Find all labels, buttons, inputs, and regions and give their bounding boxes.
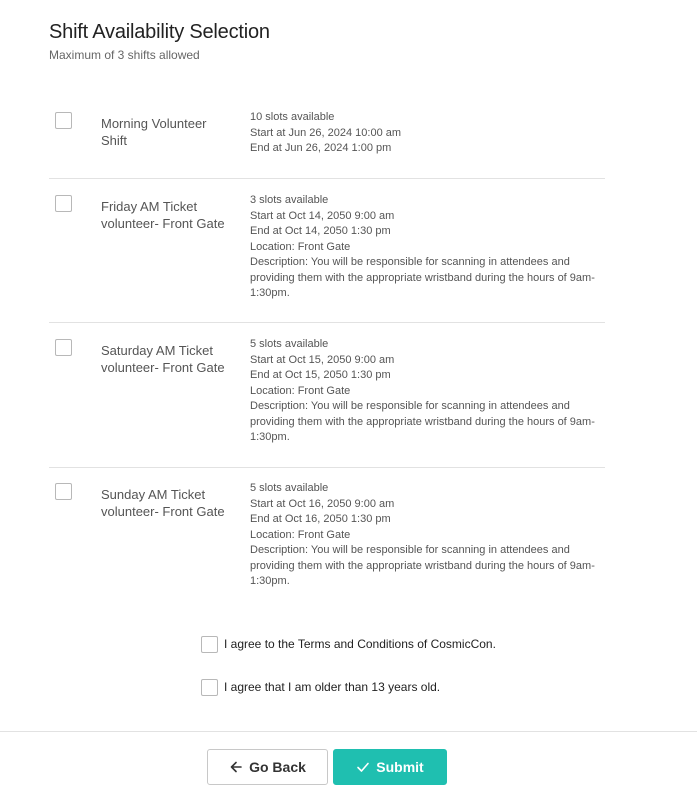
shift-row [49,468,605,608]
page-header [49,21,270,62]
shift-description: Description: You will be responsible for scanning in attendees and providing them with the appropriate wristband during the hours of 9am-1:30pm. [250,544,595,587]
shift-checkbox[interactable] [55,483,72,500]
submit-button[interactable] [333,749,447,785]
shift-slots: 3 slots available [250,194,329,206]
shift-slots: 5 slots available [250,482,329,494]
shift-end: End at Jun 26, 2024 1:00 pm [250,142,392,154]
shift-end: End at Oct 14, 2050 1:30 pm [250,225,391,237]
shift-description: Description: You will be responsible for scanning in attendees and providing them with the appropriate wristband during the hours of 9am-1:30pm. [250,400,595,443]
arrow-left-icon [229,760,243,774]
shift-start: Start at Jun 26, 2024 10:00 am [250,126,402,139]
shift-details [250,323,595,446]
shift-slots: 5 slots available [250,338,329,350]
terms-checkbox[interactable] [201,636,218,653]
shift-end: End at Oct 15, 2050 1:30 pm [250,369,391,381]
shift-description: Description: You will be responsible for scanning in attendees and providing them with the appropriate wristband during the hours of 9am-1:30pm. [250,256,595,299]
shift-name: Sunday AM Ticket volunteer- Front Gate [101,487,225,519]
shift-name: Friday AM Ticket volunteer- Front Gate [101,199,225,231]
shift-checkbox[interactable] [55,112,72,129]
go-back-label: Go Back [249,759,306,775]
age-label[interactable]: I agree that I am older than 13 years old. [224,680,441,694]
check-icon [356,760,370,774]
submit-label: Submit [376,759,424,775]
shift-name: Morning Volunteer Shift [101,116,207,148]
shift-start: Start at Oct 16, 2050 9:00 am [250,497,395,510]
shift-details [250,468,595,590]
age-checkbox[interactable] [201,679,218,696]
shift-row [49,323,605,468]
go-back-button[interactable] [207,749,328,785]
shift-row [49,104,605,179]
shift-location: Location: Front Gate [250,384,351,397]
page-subtitle: Maximum of 3 shifts allowed [49,48,200,62]
shift-location: Location: Front Gate [250,528,351,541]
terms-label[interactable]: I agree to the Terms and Conditions of CosmicCon. [224,637,496,651]
shift-name: Saturday AM Ticket volunteer- Front Gate [101,343,225,375]
shift-location: Location: Front Gate [250,240,351,253]
shift-start: Start at Oct 14, 2050 9:00 am [250,209,395,222]
shift-details [250,179,595,302]
shift-start: Start at Oct 15, 2050 9:00 am [250,353,395,366]
footer-bar [0,731,697,800]
shift-row [49,179,605,323]
shift-checkbox[interactable] [55,195,72,212]
shift-end: End at Oct 16, 2050 1:30 pm [250,513,391,525]
shift-list [49,104,605,608]
shift-slots: 10 slots available [250,111,335,123]
shift-checkbox[interactable] [55,339,72,356]
page-title: Shift Availability Selection [49,21,270,43]
shift-details [250,104,595,157]
